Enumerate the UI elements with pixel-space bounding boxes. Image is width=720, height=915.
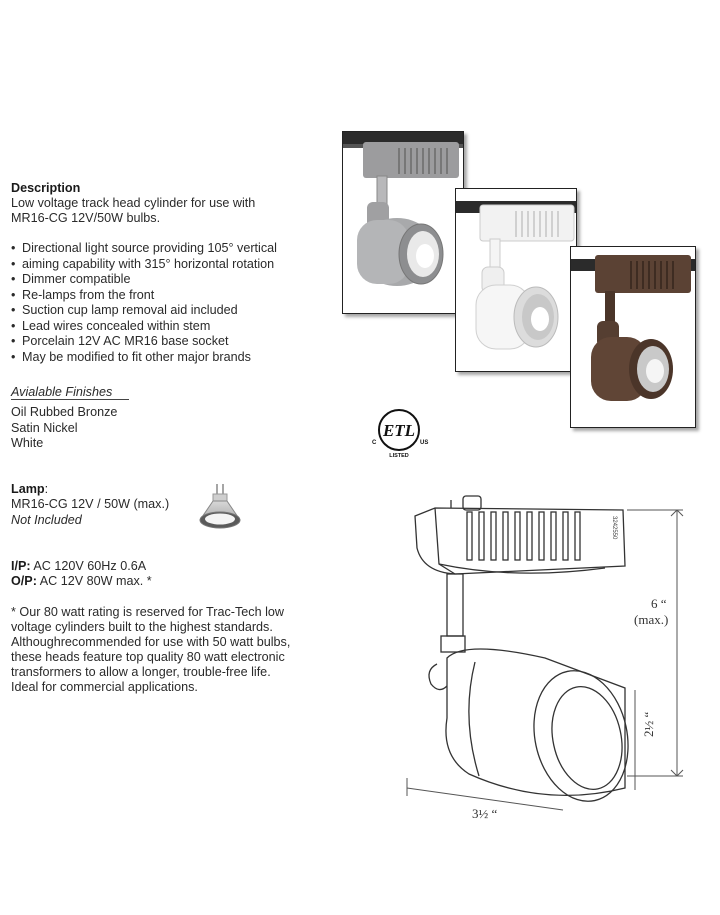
dimension-drawing [395,488,695,828]
description-line-2: MR16-CG 12V/50W bulbs. [11,211,161,225]
etl-listed-logo [368,404,430,460]
input-power: I/P: AC 120V 60Hz 0.6A [11,559,147,573]
height-dimension-label: 6 “ [651,596,667,611]
feature-item: • Porcelain 12V AC MR16 base socket [11,334,277,350]
photo-satin-nickel [342,131,464,314]
etl-us-text: US [420,440,429,446]
etl-listed-text: LISTED [389,453,409,459]
feature-item: • Re-lamps from the front [11,288,277,304]
description-heading: Description [11,181,81,195]
height-max-label: (max.) [634,612,669,627]
footnote-line: Ideal for commercial applications. [11,680,198,694]
footnote-line: these heads feature top quality 80 watt electronic [11,650,285,664]
lamp-heading: Lamp: [11,482,49,496]
mr16-bulb-icon [196,482,244,534]
feature-item: • Suction cup lamp removal aid included [11,303,277,319]
finishes-heading: Avialable Finishes [11,385,113,399]
footnote-line: Althoughrecommended for use with 50 watt bulbs, [11,635,291,649]
length-dimension-label: 3½ “ [472,806,498,821]
finishes-underline [11,399,129,400]
part-code: 3242550 [611,516,617,540]
footnote-line: transformers to allow a longer, trouble-free life. [11,665,271,679]
lamp-note: Not Included [11,513,82,527]
etl-c-text: C [372,440,377,446]
feature-list [11,241,277,365]
feature-item: • Dimmer compatible [11,272,277,288]
feature-item: • May be modified to fit other major brands [11,350,277,366]
footnote-line: voltage cylinders built to the highest standards. [11,620,273,634]
finish-item: White [11,436,44,450]
description-line-1: Low voltage track head cylinder for use with [11,196,256,210]
footnote-line: * Our 80 watt rating is reserved for Trac-Tech low [11,605,284,619]
finish-item: Oil Rubbed Bronze [11,405,118,419]
photo-white [455,188,577,372]
feature-item: • Directional light source providing 105° vertical [11,241,277,257]
feature-item-continuation: • aiming capability with 315° horizontal rotation [11,257,277,273]
lamp-spec: MR16-CG 12V / 50W (max.) [11,497,170,511]
diameter-dimension-label: 2½ “ [641,711,656,737]
etl-mark-text: ETL [382,421,416,440]
feature-item: • Lead wires concealed within stem [11,319,277,335]
finish-item: Satin Nickel [11,421,78,435]
output-power: O/P: AC 12V 80W max. * [11,574,152,588]
photo-oil-rubbed-bronze [570,246,696,428]
